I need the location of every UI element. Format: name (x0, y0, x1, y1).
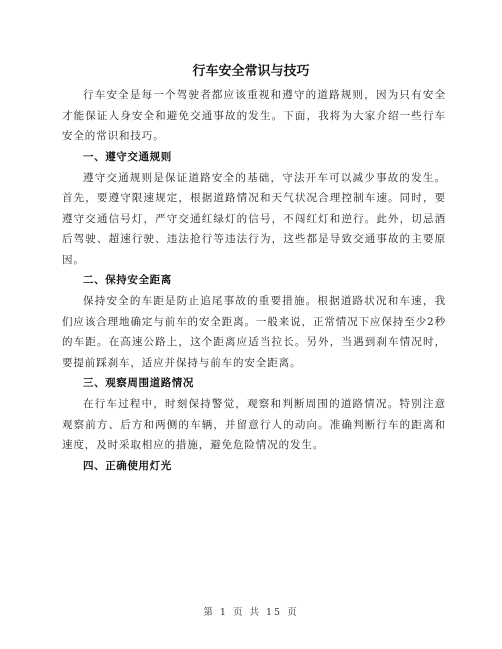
document-title: 行车安全常识与技巧 (192, 64, 310, 79)
section-heading-use-lights: 四、正确使用灯光 (83, 459, 172, 472)
section-heading-observe-road: 三、观察周围道路情况 (83, 377, 194, 389)
section-body-observe-road: 在行车过程中，时刻保持警觉，观察和判断周围的道路情况。特别注意观察前方、后方和两侧的车辆，并留意行人的动向。准确判断行车的距离和速度，及时采取相应的措施，避免危险情况的发生。 (62, 398, 446, 451)
section-heading-safe-distance: 二、保持安全距离 (83, 274, 172, 286)
document-body (62, 85, 446, 477)
section-body-safe-distance: 保持安全的车距是防止追尾事故的重要措施。根据道路状况和车速，我们应该合理地确定与前车的安全距离。一般来说，正常情况下应保持至少2秒的车距。在高速公路上，这个距离应适当拉长。另外，当遇到刹车情况时，要提前踩刹车，适应并保持与前车的安全距离。 (62, 295, 446, 369)
intro-paragraph: 行车安全是每一个驾驶者都应该重视和遵守的道路规则，因为只有安全才能保证人身安全和避免交通事故的发生。下面，我将为大家介绍一些行车安全的常识和技巧。 (62, 89, 446, 142)
section-body-traffic-rules: 遵守交通规则是保证道路安全的基础，守法开车可以减少事故的发生。首先，要遵守限速规定，根据道路情况和天气状况合理控制车速。同时，要遵守交通信号灯，严守交通红绿灯的信号，不闯红灯和逆行。此外，切忌酒后驾驶、超速行驶、违法抢行等违法行为，这些都是导致交通事故的主要原因。 (62, 171, 446, 266)
page-number-footer: 第 1 页 共 15 页 (203, 607, 299, 618)
section-heading-traffic-rules: 一、遵守交通规则 (83, 150, 172, 163)
